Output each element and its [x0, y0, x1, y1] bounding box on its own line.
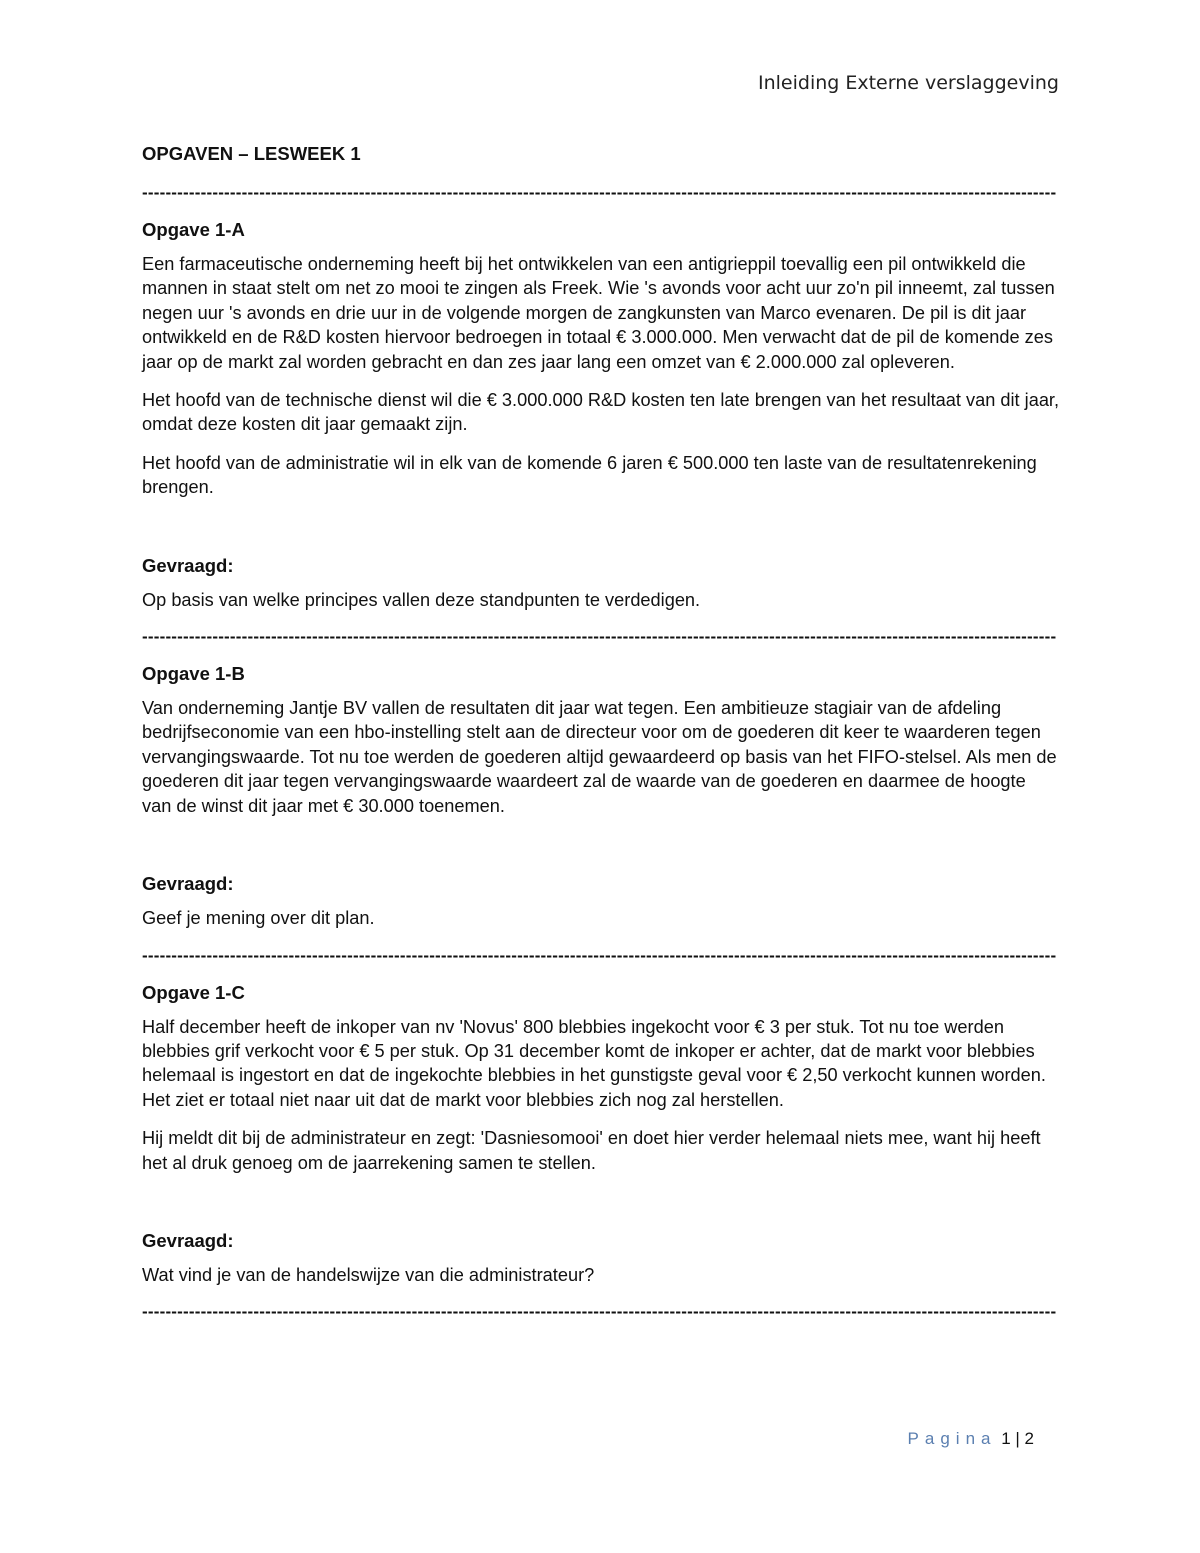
- paragraph: Hij meldt dit bij de administrateur en zegt: 'Dasniesomooi' en doet hier verder helemaal niets mee, want hij heeft het al druk genoeg om de jaarrekening samen te stellen.: [142, 1128, 1041, 1173]
- paragraph: Het hoofd van de technische dienst wil die € 3.000.000 R&D kosten ten late brengen van het resultaat van dit jaar, omdat deze kosten dit jaar gemaakt zijn.: [142, 390, 1060, 435]
- document-body: [142, 140, 1060, 1337]
- section-heading: Opgave 1-B: [142, 663, 245, 685]
- page-header: Inleiding Externe verslaggeving: [757, 72, 1059, 94]
- paragraph: Een farmaceutische onderneming heeft bij het ontwikkelen van een antigrieppil toevallig een pil ontwikkeld die mannen in staat stelt om net zo mooi te zingen als Freek. Wie 's avonds voor acht uur zo'n pil inneemt, zal tussen negen uur 's avonds en drie uur in de volgende morgen de zangkunsten van Marco evenaren. De pil is dit jaar ontwikkeld en de R&D kosten hiervoor bedroegen in totaal € 3.000.000. Men verwacht dat de pil de komende zes jaar op de markt zal worden gebracht en dan zes jaar lang een omzet van € 2.000.000 zal opleveren.: [142, 254, 1055, 372]
- paragraph: Half december heeft de inkoper van nv 'Novus' 800 blebbies ingekocht voor € 3 per stuk. Tot nu toe werden blebbies grif verkocht voor € 5 per stuk. Op 31 december komt de inkoper er achter, dat de markt voor blebbies helemaal is ingestort en dat de ingekochte blebbies in het gunstigste geval voor € 2,50 verkocht kunnen worden. Het ziet er totaal niet naar uit dat de markt voor blebbies zich nog zal herstellen.: [142, 1016, 1046, 1110]
- document-title: OPGAVEN – LESWEEK 1: [142, 143, 361, 164]
- separator: [142, 945, 1056, 967]
- page-footer: [908, 1429, 1034, 1449]
- section-opgave-1b: [142, 662, 1060, 930]
- question-text: Geef je mening over dit plan.: [142, 908, 375, 929]
- separator: [142, 626, 1056, 648]
- question-text: Wat vind je van de handelswijze van die administrateur?: [142, 1264, 595, 1285]
- section-opgave-1a: [142, 218, 1060, 612]
- question-label: Gevraagd:: [142, 554, 234, 576]
- page-number: 1 | 2: [1001, 1429, 1034, 1448]
- paragraph: Van onderneming Jantje BV vallen de resultaten dit jaar wat tegen. Een ambitieuze stagiair van de afdeling bedrijfseconomie van een hbo-instelling stelt aan de directeur voor om de goederen dit keer te waarderen tegen vervangingswaarde. Tot nu toe werden de goederen altijd gewaardeerd op basis van het FIFO-stelsel. Als men de goederen dit jaar tegen vervangingswaarde waardeert zal de waarde van de goederen en daarmee de hoogte van de winst dit jaar met € 30.000 toenemen.: [142, 698, 1057, 816]
- section-opgave-1c: [142, 981, 1060, 1288]
- section-heading: Opgave 1-C: [142, 981, 245, 1003]
- question-label: Gevraagd:: [142, 1229, 234, 1251]
- separator: [142, 1301, 1056, 1323]
- paragraph: Het hoofd van de administratie wil in elk van de komende 6 jaren € 500.000 ten laste van de resultatenrekening brengen.: [142, 452, 1037, 498]
- page-label: Pagina: [907, 1429, 997, 1448]
- question-text: Op basis van welke principes vallen deze standpunten te verdedigen.: [142, 589, 701, 610]
- section-heading: Opgave 1-A: [142, 219, 245, 240]
- question-label: Gevraagd:: [142, 873, 234, 895]
- separator: [142, 182, 1056, 204]
